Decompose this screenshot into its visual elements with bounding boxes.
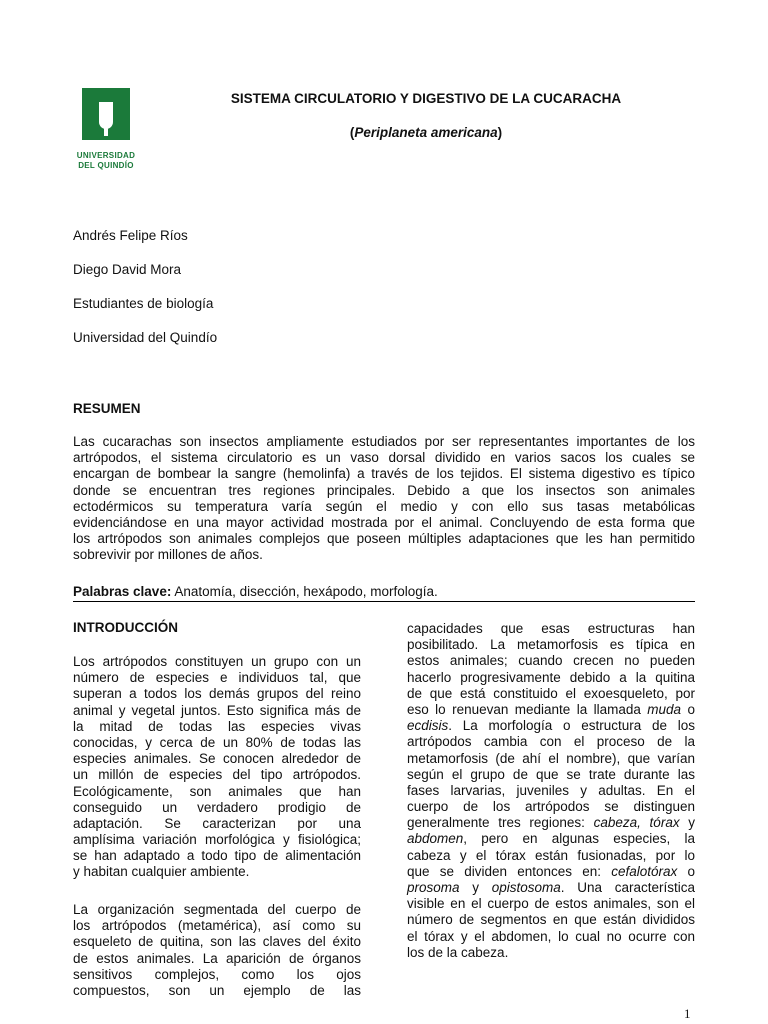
intro-line: conocidas, y cerca de un 80% de todas las (73, 734, 361, 750)
intro-line: y habitan cualquier ambiente. (73, 864, 250, 880)
intro-line: artrópodos cambia con el proceso de la (407, 734, 695, 750)
author-1: Andrés Felipe Ríos (73, 228, 188, 243)
resumen-line: artrópodos, el sistema circulatorio es un vaso dorsal dividido en varios sacos los cuales se (73, 450, 695, 466)
keywords-text: Anatomía, disección, hexápodo, morfología. (171, 584, 438, 599)
intro-line: compuestos, son un ejemplo de las (73, 982, 361, 998)
page-number: 1 (684, 1006, 691, 1021)
resumen-line: encargan de bombear la sangre (hemolinfa) a través de los tejidos. El sistema digestivo es típico (73, 466, 695, 482)
intro-line: Ecológicamente, son animales que han (73, 783, 361, 799)
intro-line: adaptación. Se caracterizan por una (73, 815, 361, 831)
author-affiliation: Universidad del Quindío (73, 330, 218, 345)
intro-line: número de especies e individuos tal, que (73, 670, 361, 686)
intro-line: conseguido un verdadero prodigio de (73, 799, 361, 815)
intro-line: prosoma y opistosoma. Una característica (407, 880, 695, 895)
intro-line: sensitivos complejos, como los ojos (73, 966, 361, 982)
intro-line: capacidades que esas estructuras han (407, 621, 695, 636)
intro-column-2 (407, 621, 695, 961)
intro-paragraph-1 (73, 654, 361, 881)
intro-line: superan a todos los demás grupos del reino (73, 686, 361, 702)
species-name: Periplaneta americana (354, 125, 498, 140)
resumen-paragraph (73, 434, 695, 564)
intro-line: se han adaptado a todo tipo de alimentación (73, 848, 361, 864)
intro-line: visible en el cuerpo de estos animales, son el (407, 896, 695, 912)
document-title: SISTEMA CIRCULATORIO Y DIGESTIVO DE LA CUCARACHA (230, 91, 622, 106)
logo-text-line2: DEL QUINDÍO (78, 161, 134, 170)
intro-line: metamorfosis (de ahí el nombre), que varían (407, 750, 695, 766)
resumen-line: donde se encuentran tres regiones principales. Debido a que los insectos son animales (73, 482, 695, 498)
author-role: Estudiantes de biología (73, 296, 214, 311)
intro-line: eso lo renuevan mediante la llamada muda o (407, 701, 695, 717)
intro-line: cuerpo de los artrópodos se distinguen (407, 799, 695, 815)
intro-line: la mitad de todas las especies vivas (73, 718, 361, 734)
resumen-line: ectodérmicos su temperatura varía según el medio y con ello sus tasas metabólicas (73, 498, 695, 514)
intro-line: estos animales; cuando crecen no pueden (407, 653, 695, 669)
intro-line: Los artrópodos constituyen un grupo con un (73, 654, 361, 669)
intro-line: el tórax y el abdomen, lo cual no ocurre con (407, 928, 695, 944)
intro-line: ecdisis. La morfología o estructura de los (407, 718, 695, 734)
keywords (73, 584, 438, 599)
intro-line: de que está constituido el exoesqueleto, por (407, 685, 695, 701)
author-2: Diego David Mora (73, 262, 182, 277)
intro-line: los de la cabeza. (407, 944, 509, 960)
section-divider (73, 601, 695, 602)
resumen-line: Las cucarachas son insectos ampliamente estudiados por ser representantes importantes de los (73, 434, 695, 449)
intro-line: un millón de especies del tipo artrópodos. (73, 767, 361, 783)
intro-line: de estos animales. La aparición de órganos (73, 950, 361, 966)
intro-line: según el grupo de que se trate durante las (407, 766, 695, 782)
keywords-label: Palabras clave: (73, 584, 172, 599)
intro-line: esqueleto de quitina, son las claves del éxito (73, 934, 361, 950)
resumen-line: los artrópodos son animales complejos que poseen múltiples adaptaciones que les han permitido (73, 531, 695, 547)
resumen-line: evidenciándose en una mayor actividad mostrada por el animal. Concluyendo de esta forma que (73, 514, 695, 530)
intro-line: amplísima variación morfológica y fisiológica; (73, 832, 361, 848)
intro-line: especies animales. Se conocen alrededor de (73, 751, 361, 767)
intro-line: fases larvarias, juveniles y adultas. En el (407, 782, 695, 798)
university-shield-icon (82, 88, 130, 140)
intro-line: animal y vegetal juntos. Esto significa más de (73, 702, 361, 718)
intro-line: que se dividen entonces en: cefalotórax o (407, 863, 695, 879)
intro-line: La organización segmentada del cuerpo de (73, 902, 361, 917)
intro-line: posibilitado. La metamorfosis es típica en (407, 637, 695, 653)
resumen-line: sobrevivir por millones de años. (73, 547, 263, 563)
intro-paragraph-2 (73, 902, 361, 999)
resumen-heading: RESUMEN (73, 401, 141, 416)
intro-line: cabeza y el tórax están fusionadas, por lo (407, 847, 695, 863)
intro-line: hacerlo progresivamente debido a la quitina (407, 669, 695, 685)
document-subtitle: (Periplaneta americana) (349, 125, 503, 140)
intro-line: generalmente tres regiones: cabeza, tórax y (407, 815, 695, 831)
logo-text-line1: UNIVERSIDAD (76, 151, 136, 160)
intro-heading: INTRODUCCIÓN (73, 620, 178, 635)
intro-line: número de segmentos en que están divididos (407, 912, 695, 928)
intro-line: los artrópodos (metamérica), así como su (73, 918, 361, 934)
intro-line: abdomen, pero en algunas especies, la (407, 831, 695, 847)
